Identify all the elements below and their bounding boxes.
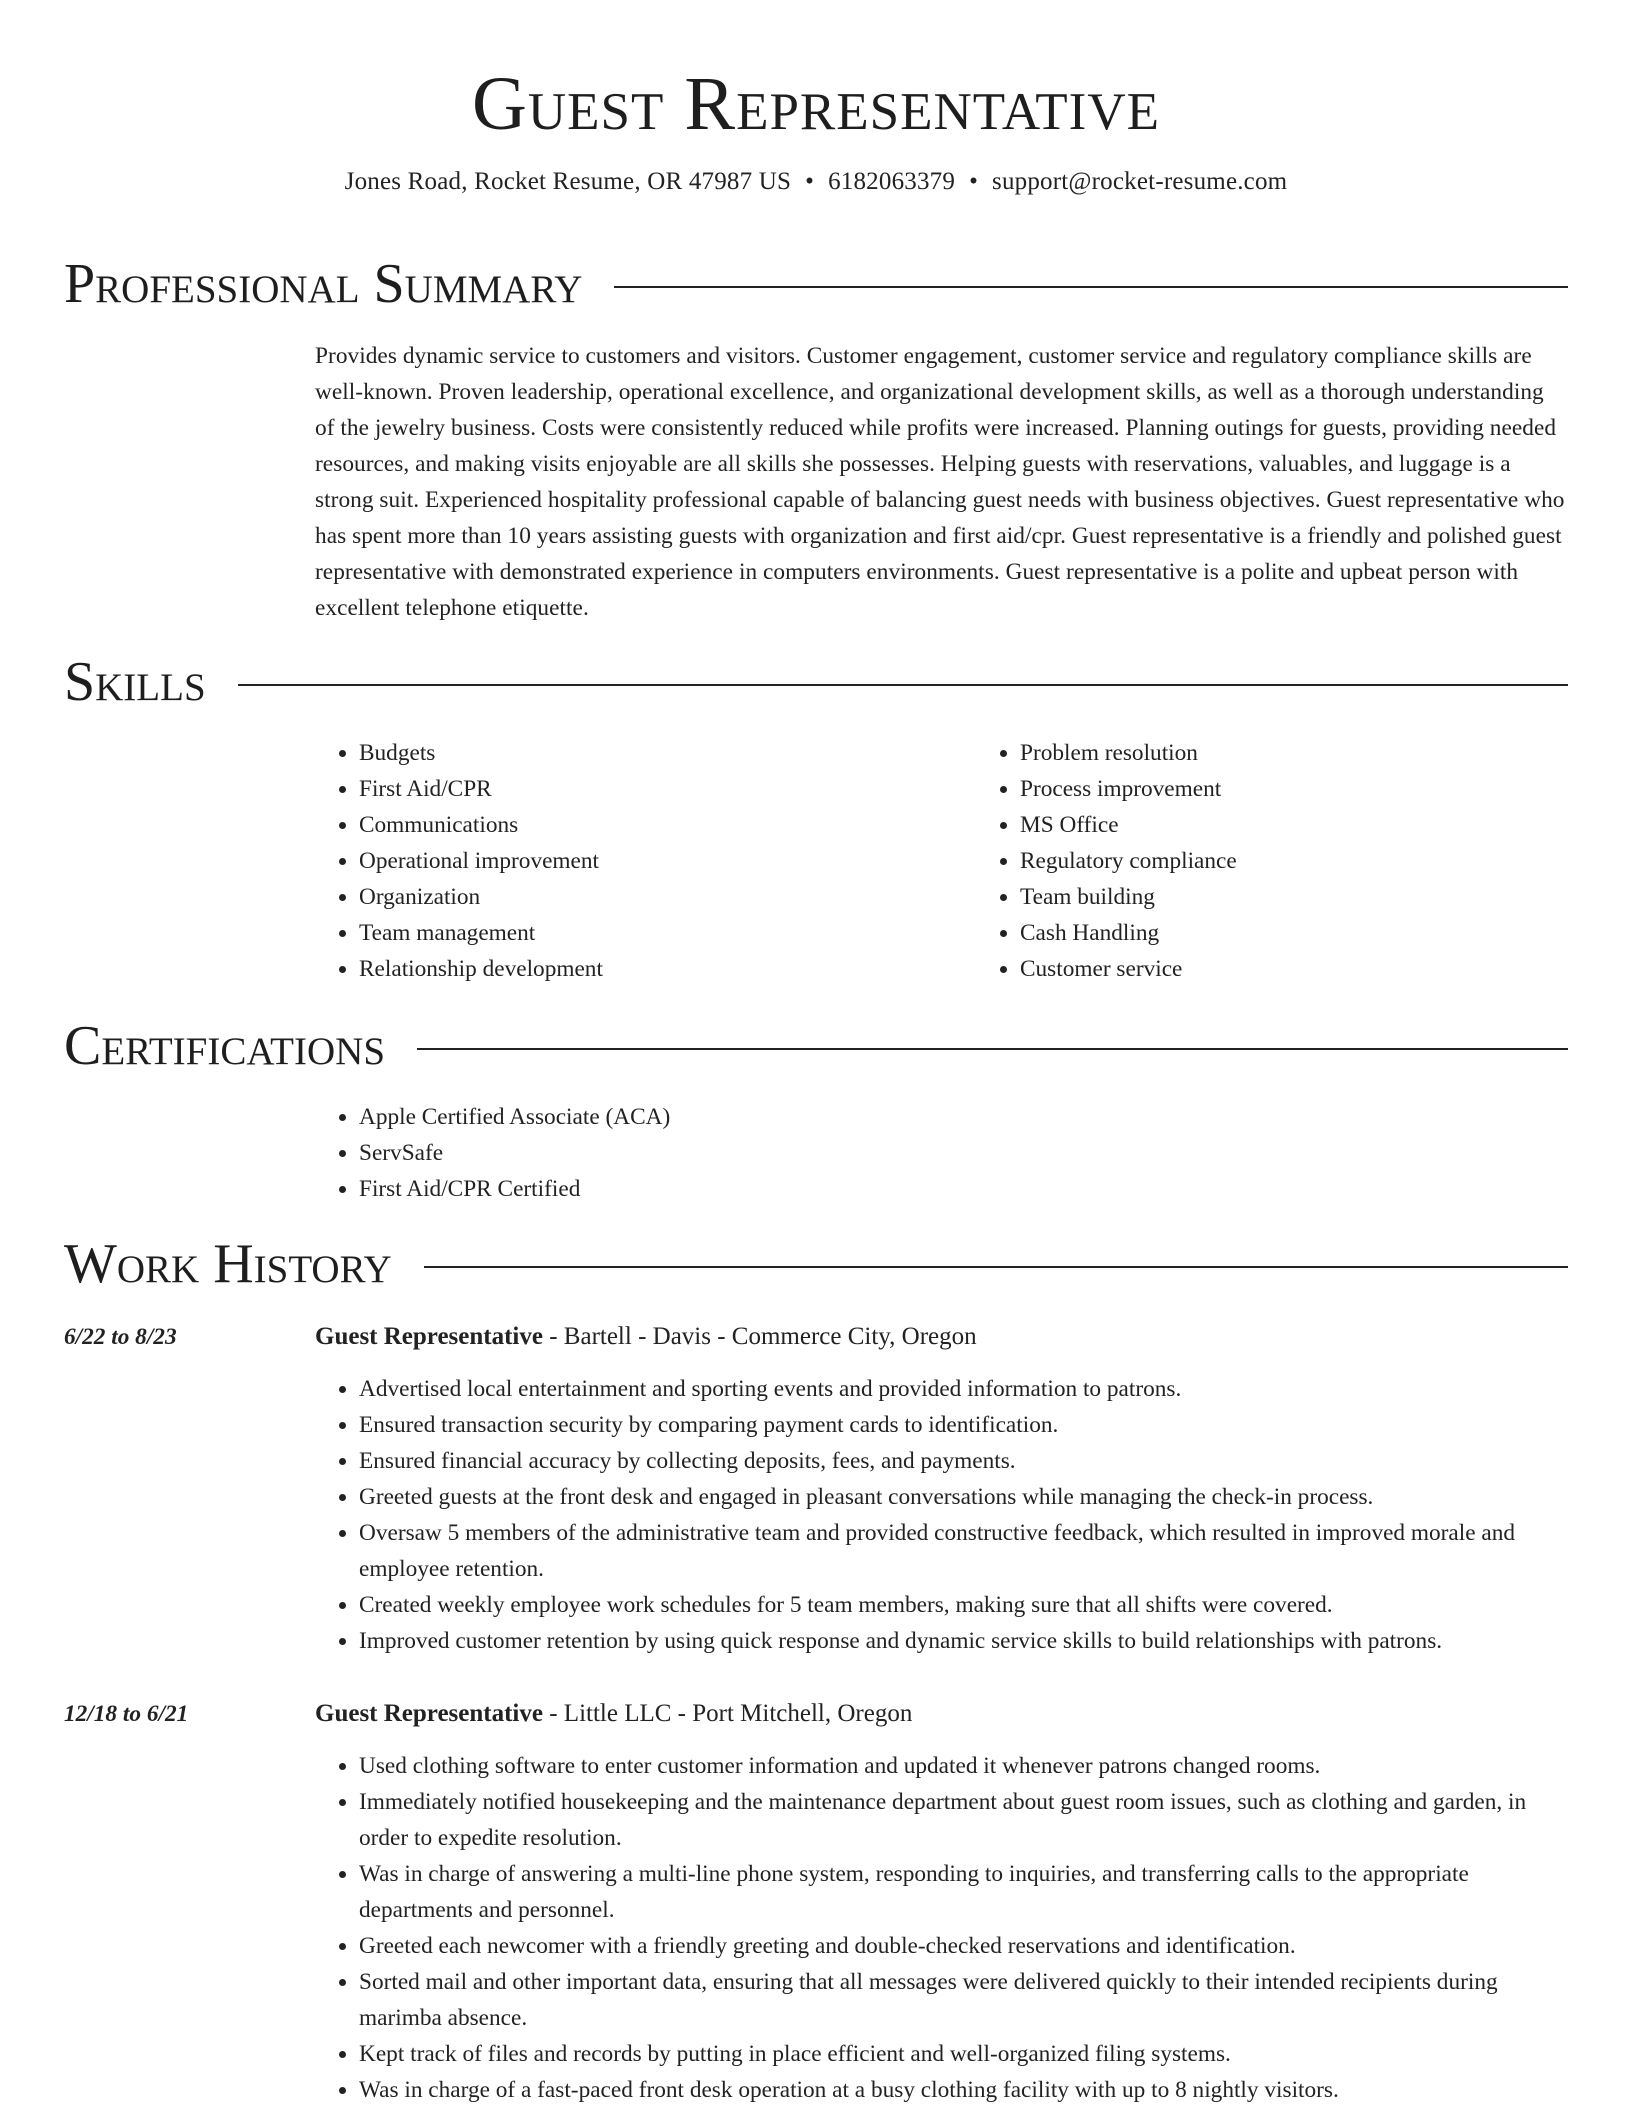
job-employer: - Little LLC - Port Mitchell, Oregon bbox=[542, 1700, 913, 1727]
skill-item: • Organization bbox=[359, 879, 976, 915]
section-divider bbox=[417, 1048, 1568, 1050]
job-duty: • Was in charge of a fast-paced front desk operation at a busy clothing facility with up to 8 nightly visitors. bbox=[359, 2072, 1568, 2108]
job-title: Guest Representative bbox=[315, 1323, 543, 1350]
section-divider bbox=[238, 684, 1568, 686]
job-duty: • Oversaw 5 members of the administrative team and provided constructive feedback, which resulted in improved morale and employee retention. bbox=[359, 1515, 1568, 1587]
job-duty: • Advertised local entertainment and sporting events and provided information to patrons. bbox=[359, 1371, 1568, 1407]
summary-section-header bbox=[64, 254, 1568, 314]
skill-item: • Budgets bbox=[359, 735, 976, 771]
job-dates: 6/22 to 8/23 bbox=[64, 1324, 177, 1350]
job-duty: • Created weekly employee work schedules for 5 team members, making sure that all shifts were covered. bbox=[359, 1587, 1568, 1623]
job-duty: • Improved customer retention by using quick response and dynamic service skills to build relationships with patrons. bbox=[359, 1623, 1568, 1659]
skill-item: • Customer service bbox=[1020, 951, 1632, 987]
job-duty: • Kept track of files and records by putting in place efficient and well-organized filing systems. bbox=[359, 2036, 1568, 2072]
section-divider bbox=[614, 286, 1568, 288]
contact-phone: 6182063379 bbox=[828, 168, 956, 195]
certifications-heading: Certifications bbox=[64, 1015, 386, 1077]
summary-heading: Professional Summary bbox=[64, 253, 583, 315]
contact-line bbox=[0, 166, 1632, 198]
certifications-body bbox=[315, 1099, 1568, 1207]
certifications-list bbox=[315, 1099, 1568, 1207]
skills-list-left bbox=[315, 735, 976, 987]
job-duty: • Greeted each newcomer with a friendly greeting and double-checked reservations and identification. bbox=[359, 1928, 1568, 1964]
candidate-name: Guest Representative bbox=[472, 62, 1160, 146]
job-duty: • Ensured financial accuracy by collecting deposits, fees, and payments. bbox=[359, 1443, 1568, 1479]
certification-item: • ServSafe bbox=[359, 1135, 1568, 1171]
job-duty: • Was in charge of answering a multi-line phone system, responding to inquiries, and transferring calls to the appropriate departments and personnel. bbox=[359, 1856, 1568, 1928]
job-title-line bbox=[315, 1696, 1568, 1732]
job-employer: - Bartell - Davis - Commerce City, Oregon bbox=[542, 1323, 977, 1350]
skill-item: • Team building bbox=[1020, 879, 1632, 915]
job-entry bbox=[315, 1319, 1568, 1659]
certification-item: • First Aid/CPR Certified bbox=[359, 1171, 1568, 1207]
summary-text: Provides dynamic service to customers and visitors. Customer engagement, customer service and regulatory compliance skills are well-known. Proven leadership, operational excellence, and organizational development skills, as well as a thorough understanding of the jewelry business. Costs were consistently reduced while profits were increased. Planning outings for guests, providing needed resources, and making visits enjoyable are all skills she possesses. Helping guests with reservations, valuables, and luggage is a strong suit. Experienced hospitality professional capable of balancing guest needs with business objectives. Guest representative who has spent more than 10 years assisting guests with organization and first aid/cpr. Guest representative is a friendly and polished guest representative with demonstrated experience in computers environments. Guest representative is a polite and upbeat person with excellent telephone etiquette. bbox=[315, 343, 1565, 621]
job-duties-list bbox=[315, 1371, 1568, 1659]
job-duty: • Ensured transaction security by comparing payment cards to identification. bbox=[359, 1407, 1568, 1443]
skill-item: • First Aid/CPR bbox=[359, 771, 976, 807]
job-duty: • Greeted guests at the front desk and engaged in pleasant conversations while managing the check-in process. bbox=[359, 1479, 1568, 1515]
certification-item: • Apple Certified Associate (ACA) bbox=[359, 1099, 1568, 1135]
contact-separator: • bbox=[969, 168, 979, 195]
job-title: Guest Representative bbox=[315, 1700, 543, 1727]
contact-email: support@rocket-resume.com bbox=[992, 168, 1288, 195]
skills-list-right bbox=[976, 735, 1632, 987]
work-heading: Work History bbox=[64, 1233, 392, 1295]
skill-item: • Regulatory compliance bbox=[1020, 843, 1632, 879]
skills-body bbox=[315, 735, 1568, 987]
skill-item: • Team management bbox=[359, 915, 976, 951]
contact-separator: • bbox=[805, 168, 815, 195]
skill-item: • Operational improvement bbox=[359, 843, 976, 879]
job-duties-list bbox=[315, 1748, 1568, 2108]
skill-item: • Relationship development bbox=[359, 951, 976, 987]
job-dates: 12/18 to 6/21 bbox=[64, 1701, 189, 1727]
skill-item: • Process improvement bbox=[1020, 771, 1632, 807]
section-divider bbox=[424, 1266, 1568, 1268]
skill-item: • Cash Handling bbox=[1020, 915, 1632, 951]
skills-grid bbox=[315, 735, 1568, 987]
skills-section-header bbox=[64, 652, 1568, 712]
skill-item: • Communications bbox=[359, 807, 976, 843]
job-duty: • Immediately notified housekeeping and the maintenance department about guest room issues, such as clothing and garden, in order to expedite resolution. bbox=[359, 1784, 1568, 1856]
skill-item: • MS Office bbox=[1020, 807, 1632, 843]
skills-heading: Skills bbox=[64, 651, 206, 713]
job-entry bbox=[315, 1696, 1568, 2108]
work-section-header bbox=[64, 1234, 1568, 1294]
job-duty: • Used clothing software to enter customer information and updated it whenever patrons changed rooms. bbox=[359, 1748, 1568, 1784]
contact-address: Jones Road, Rocket Resume, OR 47987 US bbox=[344, 168, 792, 195]
summary-body bbox=[315, 338, 1568, 626]
certifications-section-header bbox=[64, 1016, 1568, 1076]
job-duty: • Sorted mail and other important data, ensuring that all messages were delivered quickly to their intended recipients during marimba absence. bbox=[359, 1964, 1568, 2036]
skill-item: • Problem resolution bbox=[1020, 735, 1632, 771]
job-title-line bbox=[315, 1319, 1568, 1355]
